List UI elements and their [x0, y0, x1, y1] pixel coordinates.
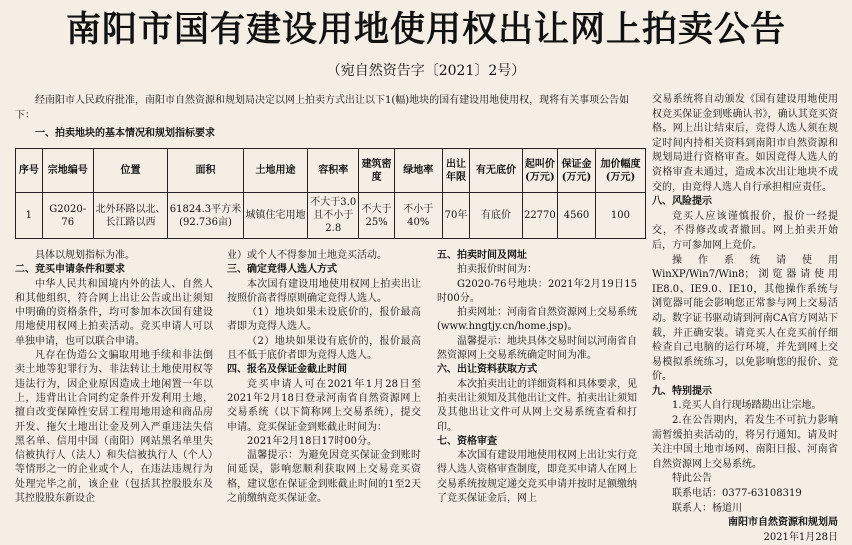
section-heading: 九、特别提示: [652, 385, 712, 397]
section-1-heading: 一、拍卖地块的基本情况和规划指标要求: [35, 128, 215, 139]
table-header-cell: 土地用途: [243, 149, 307, 193]
contact-phone: 联系电话：0377-63108319: [672, 488, 802, 500]
paragraph: 本次拍卖出让的详细资料和具体要求，见拍卖出让须知及其他出让文件。拍卖出让须知及其他出让文件可从网上交易系统查看和打印。: [437, 378, 637, 433]
paragraph: 温馨提示：地块具体交易时间以河南省自然资源网上交易系统确定时间为准。: [437, 335, 637, 362]
table-header-cell: 出让年限: [442, 149, 470, 193]
page-title: 南阳市国有建设用地使用权出让网上拍卖公告: [65, 10, 786, 50]
table-header-cell: 起叫价(万元): [522, 149, 558, 193]
paragraph: 凡存在伪造公文骗取用地手续和非法倒卖土地等犯罪行为、非法转让土地使用权等违法行为，因企业原因造成土地闲置一年以上，违背出让合同约定条件开发利用土地，擅自改变保障性安居工程用地用途和商品房开发、拖欠土地出让金及列入严重违法失信黑名单、信用中国（南阳）网站黑名单里失信被执行人（法人）和失信被执行人（个人）等情形之一的企业或个人，在违法违规行为处理完毕之前，该企业（包括其控股股东及其控股股东新设企: [15, 350, 213, 505]
section-heading: 七、资格审查: [437, 435, 497, 447]
paragraph: 具体以规划指标为准。: [35, 250, 135, 261]
table-header-cell: 保证金(万元): [558, 149, 596, 193]
table-row: [16, 193, 646, 239]
text-column-1: [15, 249, 213, 506]
issue-date: 2021年1月28日: [763, 531, 838, 543]
table-cell: 4560: [558, 193, 596, 239]
issuer-signature: 南阳市自然资源和规划局: [728, 517, 838, 529]
paragraph: 本次国有建设用地使用权网上出让实行竞得人选人资格审查制度，即竞买申请人在网上交易系统按规定递交竞买申请并按时足额缴纳了竞买保证金后，网上: [437, 450, 637, 505]
paragraph: 1.竞买人自行现场踏勘出让宗地。: [672, 400, 822, 412]
table-header-cell: 绿地率: [394, 149, 442, 193]
land-parcel-table: [15, 148, 646, 239]
table-cell: 有底价: [470, 193, 522, 239]
table-cell: 61824.3平方米(92.736亩): [168, 193, 244, 239]
table-cell: 100: [595, 193, 645, 239]
section-heading: 二、竞买申请条件和要求: [15, 264, 125, 276]
table-header-cell: 位置: [93, 149, 167, 193]
table-header-cell: 建筑密度: [359, 149, 395, 193]
paragraph: 本次国有建设用地使用权网上拍卖出让按照价高者得原则确定竞得人选人。: [227, 278, 421, 304]
table-header-cell: 宗地编号: [42, 149, 93, 193]
document-number: （宛自然资告字〔2021〕2号）: [326, 63, 526, 79]
table-header-cell: 容积率: [308, 149, 359, 193]
table-header-cell: 面积: [168, 149, 244, 193]
table-cell: 不大于3.0且不小于2.8: [308, 193, 359, 239]
table-cell: 70年: [442, 193, 470, 239]
table-header-row: [16, 149, 646, 193]
paragraph: 温馨提示：为避免因竞买保证金到账时间延误，影响您顺利获取网上交易竞买资格，建议您在保证金到账截止时间的1至2天之前缴纳竞买保证金。: [227, 450, 421, 505]
paragraph: 中华人民共和国境内外的法人、自然人和其他组织，符合网上出让公告或出让须知中明确的资格条件，均可参加本次国有建设用地使用权网上拍卖活动。竞买申请人可以单独申请，也可以联合申请。: [15, 278, 213, 347]
text-column-3: [437, 249, 637, 506]
text-column-4: [652, 93, 838, 545]
table-cell: 不大于25%: [359, 193, 395, 239]
contact-person: 联系人：杨道川: [672, 502, 742, 514]
paragraph: 业）或个人不得参加土地竞买活动。: [227, 250, 387, 261]
table-cell: G2020-76: [42, 193, 93, 239]
paragraph: 操作系统请使用WinXP/Win7/Win8；浏览器请使用IE8.0、IE9.0、IE10，其他操作系统与浏览器可能会影响您正常参与网上交易活动。数字证书驱动请到河南CA官方网站下载，并正确安装。请竞买人在竞买前仔细检查自己电脑的运行环境，并先到网上交易模拟系统练习，以免影响您的报价、竞价。: [652, 254, 838, 383]
text-column-2: [227, 249, 421, 506]
paragraph: （1）地块如果未设底价的，报价最高者即为竞得人选人。: [227, 307, 421, 333]
paragraph: 竞买人应该谨慎报价，报价一经提交，不得修改或者撤回。网上拍卖开始后，方可参加网上竞价。: [652, 210, 838, 251]
table-cell: 城镇住宅用地: [243, 193, 307, 239]
table-header-cell: 序号: [16, 149, 43, 193]
section-heading: 三、确定竞得人选人方式: [227, 264, 337, 276]
paragraph: 拍卖网址：河南省自然资源网上交易系统(www.hngtjy.cn/home.jsp)。: [437, 307, 637, 333]
table-cell: 不小于40%: [394, 193, 442, 239]
paragraph: 2021年2月18日17时00分。: [247, 435, 377, 447]
table-header-cell: 有无底价: [470, 149, 522, 193]
table-cell: 22770: [522, 193, 558, 239]
section-heading: 五、拍卖时间及网址: [437, 250, 527, 261]
paragraph: 交易系统将自动颁发《国有建设用地使用权竞买保证金到账确认书》，确认其竞买资格。网上出让结束后，竞得人选人须在规定时间内持相关资料到南阳市自然资源和规划局进行资格审查。如因竞得人选人的资格审查未通过，造成本次出让地块不成交的，由竞得人选人自行承担相应责任。: [652, 94, 838, 193]
section-heading: 六、出让资料获取方式: [437, 364, 537, 376]
paragraph: （2）地块如果设有底价的，报价最高且不低于底价者即为竞得人选人。: [227, 335, 421, 362]
table-cell: 北外环路以北、长江路以西: [93, 193, 167, 239]
paragraph: 2.在公告期内，若发生不可抗力影响需暂缓拍卖活动的，将另行通知。请及时关注中国土地市场网、南阳日报、河南省自然资源网上交易系统。: [652, 415, 838, 470]
paragraph: 竞买申请人可在2021年1月28日至2021年2月18日登录河南省自然资源网上交易系统（以下简称网上交易系统），提交申请。竞买保证金到账截止时间为：: [227, 378, 421, 433]
section-heading: 八、风险提示: [652, 196, 712, 208]
table-header-cell: 加价幅度(万元): [595, 149, 645, 193]
table-cell: 1: [16, 193, 43, 239]
intro-paragraph: 经南阳市人民政府批准，南阳市自然资源和规划局决定以网上拍卖方式出让以下1(幅)地块的国有建设用地使用权，现将有关事项公告如下：: [15, 95, 630, 121]
section-heading: 四、报名及保证金截止时间: [227, 364, 347, 376]
paragraph: 拍卖报价时间为：: [457, 264, 537, 276]
paragraph: G2020-76号地块：2021年2月19日15时00分。: [437, 278, 637, 304]
closing-phrase: 特此公告: [672, 473, 712, 485]
